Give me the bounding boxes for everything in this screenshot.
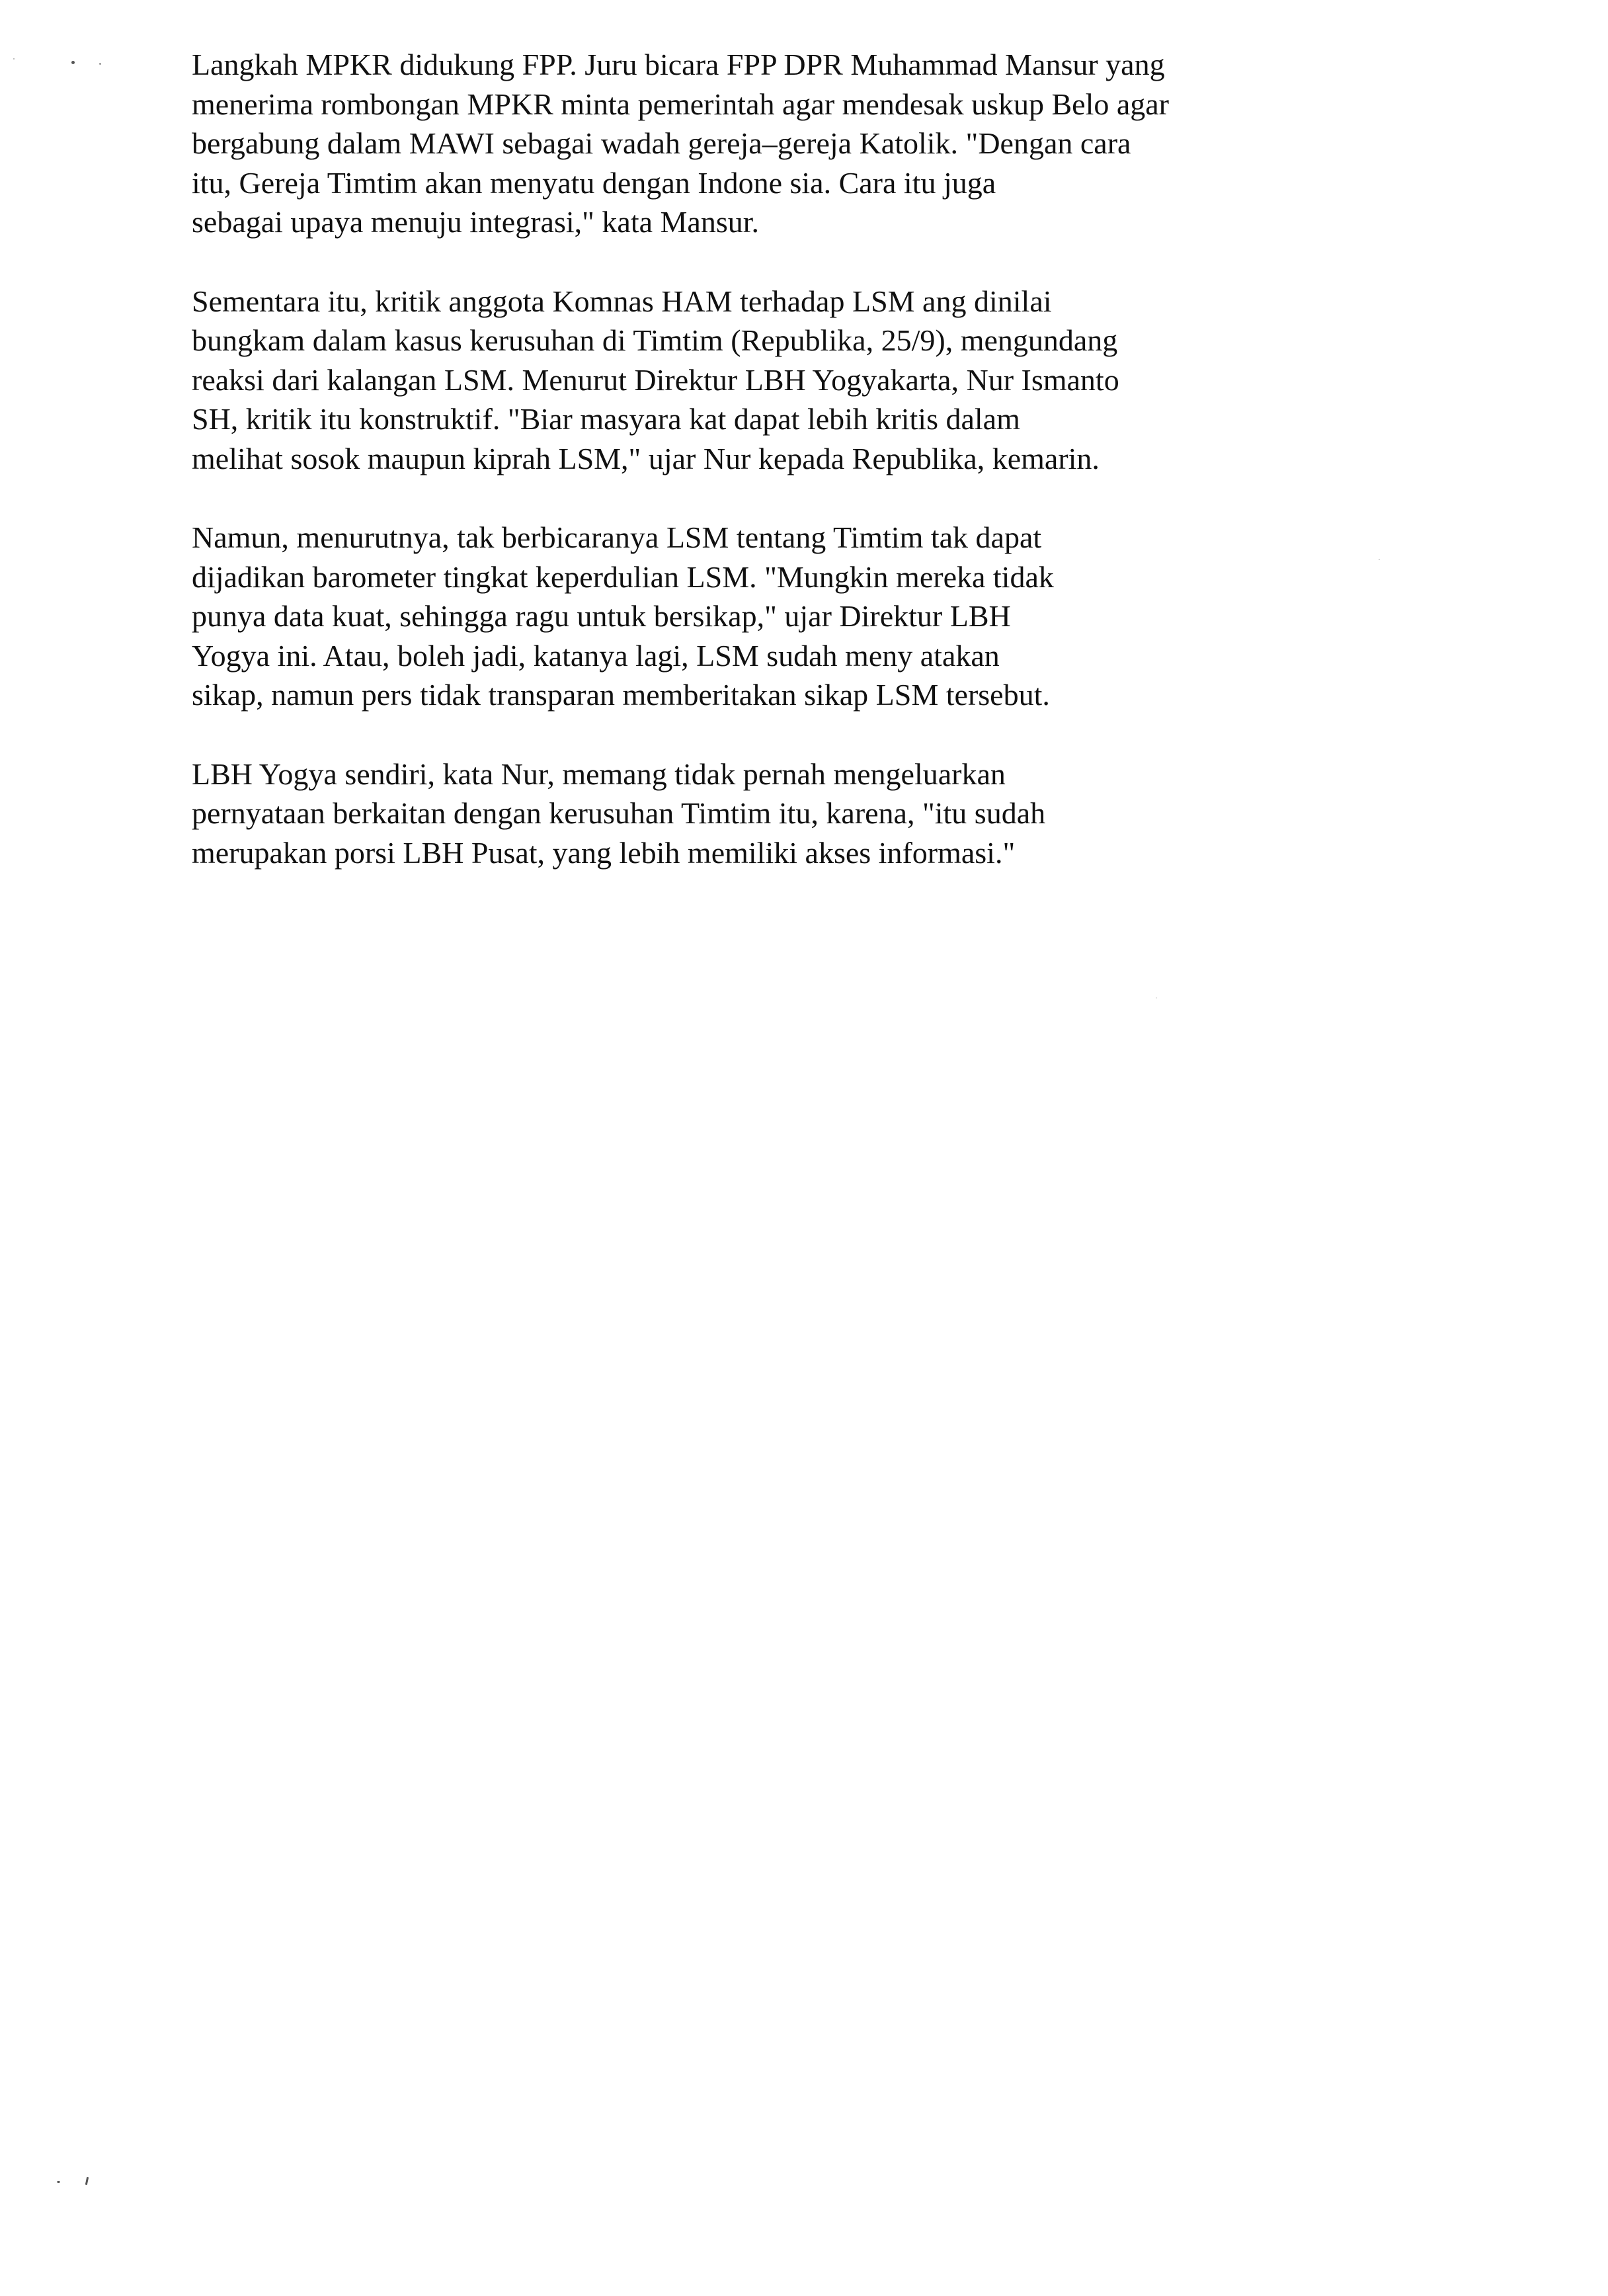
paragraph-2	[192, 282, 1382, 479]
paragraph-4	[192, 755, 1382, 873]
text-line: bungkam dalam kasus kerusuhan di Timtim (Republika, 25/9), mengundang	[192, 323, 1118, 357]
text-line: melihat sosok maupun kiprah LSM," ujar Nur kepada Republika, kemarin.	[192, 441, 1100, 475]
scan-speck	[71, 61, 75, 64]
text-line: Yogya ini. Atau, boleh jadi, katanya lagi, LSM sudah meny atakan	[192, 638, 1000, 673]
text-line: sebagai upaya menuju integrasi," kata Mansur.	[192, 205, 760, 239]
article-body	[192, 45, 1382, 912]
text-line: pernyataan berkaitan dengan kerusuhan Timtim itu, karena, "itu sudah	[192, 796, 1046, 830]
scan-speck	[99, 63, 101, 65]
text-line: Langkah MPKR didukung FPP. Juru bicara FPP DPR Muhammad Mansur yang	[192, 48, 1165, 81]
text-line: sikap, namun pers tidak transparan memberitakan sikap LSM tersebut.	[192, 678, 1050, 712]
scan-speck	[13, 58, 15, 60]
text-line: dijadikan barometer tingkat keperdulian LSM. "Mungkin mereka tidak	[192, 559, 1054, 594]
text-line: itu, Gereja Timtim akan menyatu dengan Indone sia. Cara itu juga	[192, 165, 996, 200]
text-line: punya data kuat, sehingga ragu untuk bersikap," ujar Direktur LBH	[192, 599, 1011, 633]
scan-speck	[85, 2177, 89, 2185]
text-line: bergabung dalam MAWI sebagai wadah gereja–gereja Katolik. "Dengan cara	[192, 126, 1131, 160]
text-line: Sementara itu, kritik anggota Komnas HAM terhadap LSM ang dinilai	[192, 284, 1052, 318]
text-line: menerima rombongan MPKR minta pemerintah agar mendesak uskup Belo agar	[192, 87, 1169, 121]
text-line: reaksi dari kalangan LSM. Menurut Direktur LBH Yogyakarta, Nur Ismanto	[192, 362, 1119, 397]
text-line: Namun, menurutnya, tak berbicaranya LSM tentang Timtim tak dapat	[192, 520, 1042, 554]
scan-speck	[57, 2181, 60, 2183]
text-line: SH, kritik itu konstruktif. "Biar masyara kat dapat lebih kritis dalam	[192, 402, 1020, 436]
text-line: merupakan porsi LBH Pusat, yang lebih memiliki akses informasi."	[192, 835, 1016, 870]
paragraph-1	[192, 45, 1382, 242]
text-line: LBH Yogya sendiri, kata Nur, memang tidak pernah mengeluarkan	[192, 757, 1006, 791]
scan-speck	[1156, 997, 1157, 999]
paragraph-3	[192, 518, 1382, 715]
